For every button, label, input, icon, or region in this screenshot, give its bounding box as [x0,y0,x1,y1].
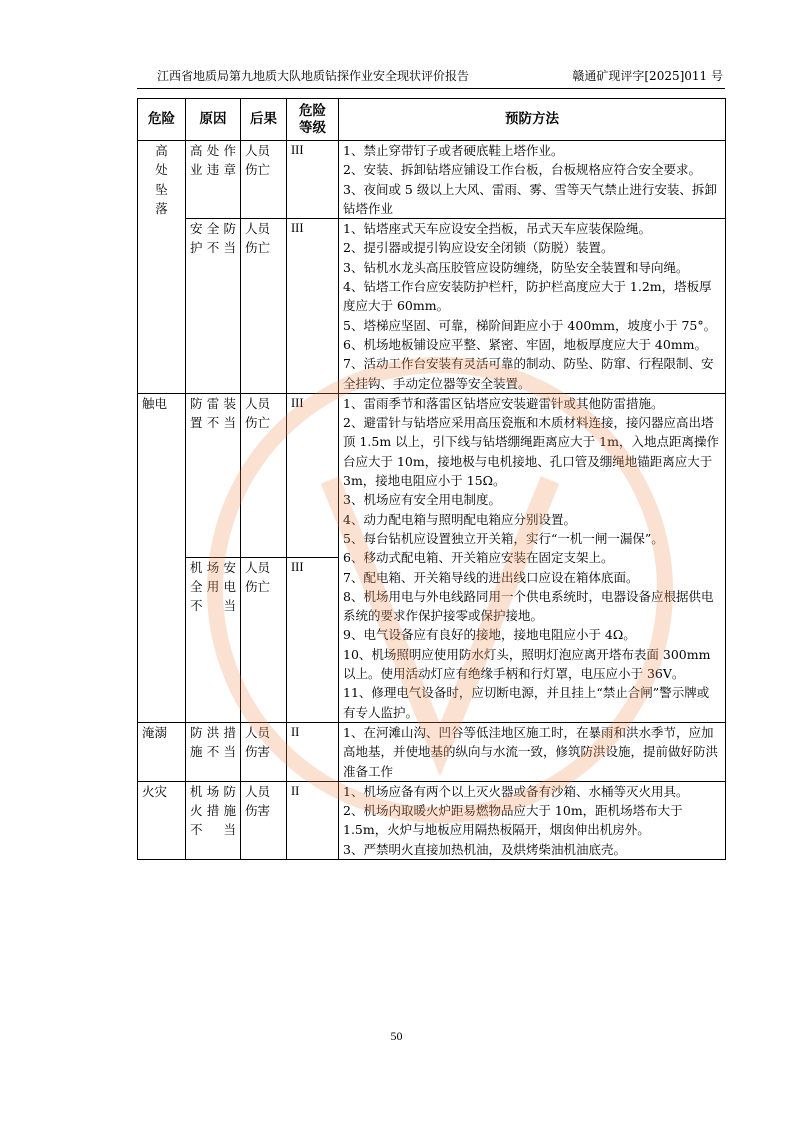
measure-item: 1、禁止穿带钉子或者硬底鞋上塔作业。 [343,143,564,158]
table-row [138,781,726,859]
grade-header-text: 危险等级 [299,102,326,136]
report-number: 赣通矿现评字[2025]011 号 [572,69,723,83]
measure-item: 10、机场照明应使用防水灯头，照明灯泡应离开塔布表面 300mm 以上。使用活动灯应有绝缘手柄和行灯罩，电压应小于 36V。 [343,646,711,682]
col-header-grade [287,99,339,141]
col-header-hazard: 危险 [138,99,186,141]
col-header-cause: 原因 [186,99,241,141]
report-title: 江西省地质局第九地质大队地质钻探作业安全现状评价报告 [157,69,470,83]
hazard-cell-drowning: 淹溺 [138,722,186,781]
header-rule [137,88,725,89]
table-row [138,393,726,557]
cause-cell: 防雷装置不当 [186,393,241,557]
measure-item: 3、机场应有安全用电制度。 [343,492,501,508]
measure-item: 3、严禁明火直接加热机油，及烘烤柴油机油底壳。 [343,841,626,857]
cause-cell: 机场防火措施不当 [186,781,241,859]
grade-cell: III [287,393,339,557]
page-header [137,66,725,86]
hazard-cell-fall [138,141,186,394]
measure-item: 3、钻机水龙头高压胶管应设防缠绕，防坠安全装置和导向绳。 [343,259,689,275]
result-cell: 人员伤亡 [241,393,287,557]
measure-item: 1、钻塔座式天车应设安全挡板，吊式天车应装保险绳。 [343,221,651,237]
measure-item: 1、在河滩山沟、凹谷等低洼地区施工时，在暴雨和洪水季节，应加高地基，并使地基的纵向与水流一致，修筑防洪设施，提前做好防洪准备工作 [343,724,719,779]
cause-cell: 高处作业违章 [186,141,241,219]
grade-cell: II [287,722,339,781]
measure-item: 2、提引器或提引钩应设安全闭锁（防脱）装置。 [343,240,614,256]
measures-cell [339,141,726,219]
measure-item: 11、修理电气设备时，应切断电源，并且挂上“禁止合闸”警示牌或有专人监护。 [343,685,710,720]
measure-item: 6、机场地板铺设应平整、紧密、牢固，地板厚度应大于 40mm。 [343,336,708,352]
result-cell: 人员伤亡 [241,219,287,394]
measure-item: 2、避雷针与钻塔应采用高压瓷瓶和木质材料连接，接闪器应高出塔顶 1.5m 以上，引下线与钻塔绷绳距离应大于 1m，入地点距离操作台应大于 10m，接地极与电机接地、孔口管及绷绳地锚距离应大于 3m，接地电阻应小于 15Ω。 [343,415,719,489]
col-header-measures: 预防方法 [339,99,726,141]
grade-cell: III [287,557,339,722]
table-row [138,141,726,219]
measure-item: 8、机场用电与外电线路同用一个供电系统时，电器设备应根据供电系统的要求作保护接零或保护接地。 [343,588,714,624]
grade-cell: II [287,781,339,859]
hazard-cell-fire: 火灾 [138,781,186,859]
cause-cell: 安全防护不当 [186,219,241,394]
grade-cell: III [287,141,339,219]
measure-item: 6、移动式配电箱、开关箱应安装在固定支架上。 [343,550,614,566]
measure-item: 4、钻塔工作台应安装防护栏杆，防护栏高度应大于 1.2m，塔板厚度应大于 60mm。 [343,279,712,314]
measure-item: 4、动力配电箱与照明配电箱应分别设置。 [343,511,576,527]
measure-item: 9、电气设备应有良好的接地，接地电阻应小于 4Ω。 [343,627,636,643]
measures-cell [339,219,726,394]
measure-item: 7、配电箱、开关箱导线的进出线口应设在箱体底面。 [343,569,639,585]
measure-item: 5、每台钻机应设置独立开关箱，实行“一机一闸一漏保”。 [343,530,664,546]
col-header-result: 后果 [241,99,287,141]
result-cell: 人员伤亡 [241,557,287,722]
hazard-label: 高处坠落 [155,143,168,216]
table-header-row [138,99,726,141]
cause-cell: 防洪措施不当 [186,722,241,781]
cause-cell: 机场安全用电不当 [186,557,241,722]
measure-item: 7、活动工作台安装有灵活可靠的制动、防坠、防窜、行程限制、安全挂钩、手动定位器等安全装置。 [343,356,714,391]
measure-item: 1、机场应备有两个以上灭火器或备有沙箱、水桶等灭火用具。 [343,783,689,799]
measures-cell [339,722,726,781]
measures-cell [339,781,726,859]
table-row [138,722,726,781]
result-cell: 人员伤害 [241,781,287,859]
result-cell: 人员伤害 [241,722,287,781]
measure-item: 1、雷雨季节和落雷区钻塔应安装避雷针或其他防雷措施。 [343,395,664,411]
measure-item: 5、塔梯应坚固、可靠，梯阶间距应小于 400mm，坡度小于 75°。 [343,317,717,333]
grade-cell: III [287,219,339,394]
hazard-cell-electric: 触电 [138,393,186,722]
measure-item: 3、夜间或 5 级以上大风、雷雨、雾、雪等天气禁止进行安装、拆卸钻塔作业 [343,181,717,216]
hazard-table [137,98,726,860]
result-cell: 人员伤亡 [241,141,287,219]
table-row [138,219,726,394]
measures-cell [339,393,726,722]
measure-item: 2、安装、拆卸钻塔应铺设工作台板，台板规格应符合安全要求。 [343,162,701,178]
measure-item: 2、机场内取暖火炉距易燃物品应大于 10m，距机场塔布大于 1.5m，火炉与地板应用隔热板隔开，烟囱伸出机房外。 [343,803,683,838]
page-number: 50 [390,1029,403,1043]
